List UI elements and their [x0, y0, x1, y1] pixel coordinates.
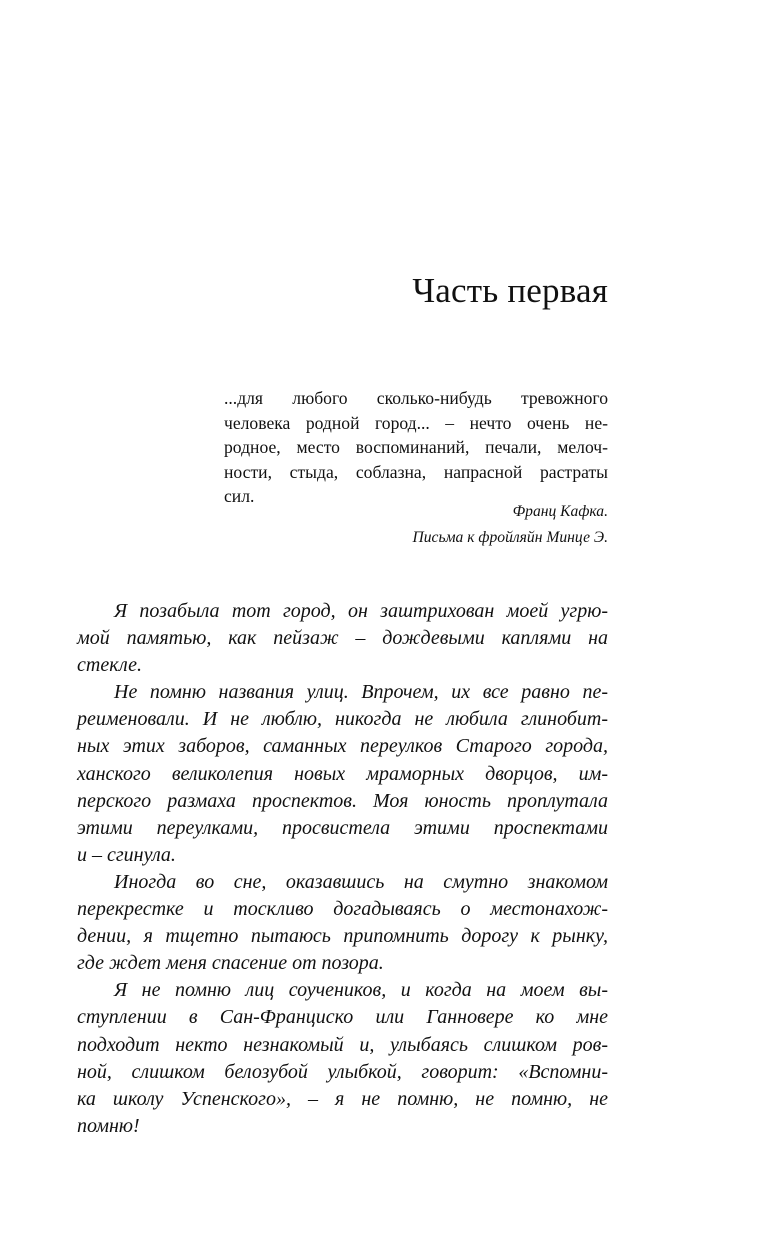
- epigraph-line: родное, место воспоминаний, печали, мелоч-: [224, 437, 608, 457]
- text-line: стекле.: [77, 654, 143, 677]
- text-line: и – сгинула.: [77, 843, 176, 866]
- text-line: перекрестке и тоскливо догадываясь о местонахож-: [77, 898, 608, 921]
- epigraph-line: ности, стыда, соблазна, напрасной растраты: [224, 461, 608, 482]
- epigraph-author: Франц Кафка.: [512, 503, 608, 520]
- text-line: Иногда во сне, оказавшись на смутно знакомом: [114, 870, 608, 893]
- epigraph: [224, 386, 608, 509]
- body-text: [77, 598, 608, 1140]
- epigraph-line: сил.: [224, 486, 255, 506]
- text-line: ных этих заборов, саманных переулков Старого города,: [77, 735, 608, 758]
- paragraph: [77, 679, 608, 869]
- page-title: Часть первая: [412, 271, 608, 310]
- paragraph: [77, 598, 608, 679]
- epigraph-source: Письма к фройляйн Минце Э.: [412, 529, 608, 546]
- text-line: где ждет меня спасение от позора.: [77, 952, 384, 975]
- text-line: Не помню названия улиц. Впрочем, их все равно пе-: [114, 681, 608, 704]
- text-line: Я не помню лиц соучеников, и когда на моем вы-: [114, 979, 608, 1002]
- text-line: реименовали. И не люблю, никогда не любила глинобит-: [77, 708, 608, 731]
- text-line: ступлении в Сан-Франциско или Ганновере ко мне: [77, 1006, 608, 1029]
- epigraph-line: человека родной город... – нечто очень не-: [224, 412, 608, 433]
- text-line: помню!: [77, 1114, 140, 1137]
- text-line: ка школу Успенского», – я не помню, не помню, не: [77, 1087, 608, 1110]
- text-line: Я позабыла тот город, он заштрихован моей угрю-: [114, 600, 608, 622]
- text-line: мой памятью, как пейзаж – дождевыми каплями на: [77, 627, 608, 650]
- text-line: этими переулками, просвистела этими проспектами: [77, 816, 608, 839]
- epigraph-line: ...для любого сколько-нибудь тревожного: [224, 388, 608, 408]
- text-line: ной, слишком белозубой улыбкой, говорит: «Вспомни-: [77, 1060, 608, 1083]
- text-line: дении, я тщетно пытаюсь припомнить дорогу к рынку,: [77, 925, 608, 948]
- text-line: ханского великолепия новых мраморных дворцов, им-: [77, 762, 608, 785]
- text-line: подходит некто незнакомый и, улыбаясь слишком ров-: [77, 1033, 608, 1056]
- paragraph: [77, 977, 608, 1140]
- text-line: перского размаха проспектов. Моя юность проплутала: [77, 789, 608, 812]
- paragraph: [77, 869, 608, 977]
